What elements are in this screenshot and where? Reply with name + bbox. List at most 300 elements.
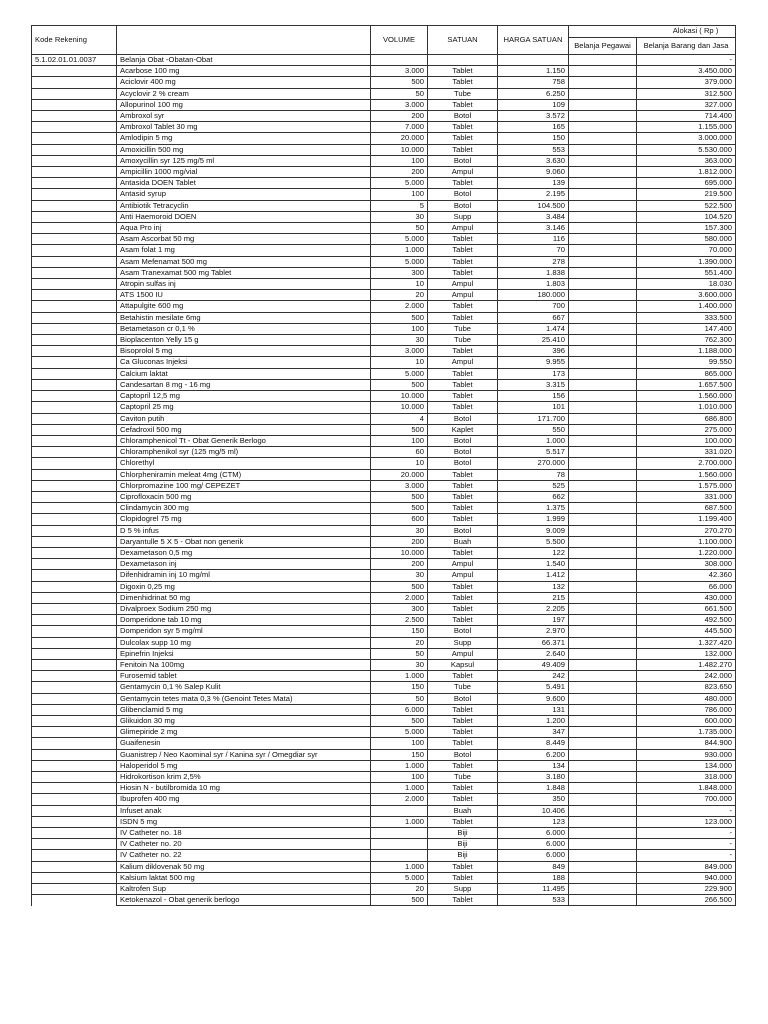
item-pegawai — [569, 256, 637, 267]
item-harga: 1.999 — [498, 514, 569, 525]
item-harga: 3.180 — [498, 772, 569, 783]
item-harga: 1.803 — [498, 279, 569, 290]
item-harga: 700 — [498, 301, 569, 312]
item-pegawai — [569, 357, 637, 368]
item-volume: 20 — [371, 884, 428, 895]
item-harga: 1.200 — [498, 715, 569, 726]
item-volume: 50 — [371, 223, 428, 234]
item-pegawai — [569, 727, 637, 738]
item-volume: 20.000 — [371, 469, 428, 480]
code-cell-empty — [32, 290, 117, 301]
item-pegawai — [569, 514, 637, 525]
item-satuan: Tablet — [428, 312, 498, 323]
item-pegawai — [569, 693, 637, 704]
table-row — [32, 491, 736, 502]
item-name: Glikuidon 30 mg — [117, 715, 371, 726]
item-volume: 30 — [371, 659, 428, 670]
item-name: Chlorpromazine 100 mg/ CEPEZET — [117, 480, 371, 491]
item-satuan: Botol — [428, 458, 498, 469]
code-cell-empty — [32, 828, 117, 839]
table-row — [32, 178, 736, 189]
item-pegawai — [569, 447, 637, 458]
item-harga: 350 — [498, 794, 569, 805]
code-cell-empty — [32, 480, 117, 491]
code-cell-empty — [32, 267, 117, 278]
item-satuan: Tablet — [428, 346, 498, 357]
item-harga: 150 — [498, 133, 569, 144]
item-satuan: Tablet — [428, 402, 498, 413]
item-harga: 533 — [498, 895, 569, 906]
item-harga: 1.000 — [498, 435, 569, 446]
item-barang: 844.900 — [637, 738, 736, 749]
item-volume — [371, 850, 428, 861]
code-cell-empty — [32, 850, 117, 861]
item-name: Antasida DOEN Tablet — [117, 178, 371, 189]
item-satuan: Supp — [428, 637, 498, 648]
item-harga: 2.640 — [498, 648, 569, 659]
table-row — [32, 435, 736, 446]
item-satuan: Biji — [428, 828, 498, 839]
code-cell-empty — [32, 715, 117, 726]
code-cell-empty — [32, 872, 117, 883]
item-harga: 188 — [498, 872, 569, 883]
item-harga: 9.955 — [498, 357, 569, 368]
item-barang: 580.000 — [637, 234, 736, 245]
item-volume: 50 — [371, 693, 428, 704]
item-satuan: Botol — [428, 189, 498, 200]
item-satuan: Tablet — [428, 816, 498, 827]
item-harga: 2.205 — [498, 603, 569, 614]
item-harga: 5.491 — [498, 682, 569, 693]
item-pegawai — [569, 715, 637, 726]
item-pegawai — [569, 245, 637, 256]
item-harga: 347 — [498, 727, 569, 738]
item-pegawai — [569, 368, 637, 379]
item-satuan: Tablet — [428, 727, 498, 738]
item-barang: 333.500 — [637, 312, 736, 323]
item-volume: 30 — [371, 211, 428, 222]
table-row — [32, 267, 736, 278]
item-name: Calcium laktat — [117, 368, 371, 379]
table-row — [32, 805, 736, 816]
item-satuan: Tablet — [428, 592, 498, 603]
item-volume: 30 — [371, 570, 428, 581]
table-row — [32, 346, 736, 357]
item-name: Betahistin mesilate 6mg — [117, 312, 371, 323]
item-barang: 551.400 — [637, 267, 736, 278]
item-volume: 150 — [371, 749, 428, 760]
item-pegawai — [569, 133, 637, 144]
item-name: Dulcolax supp 10 mg — [117, 637, 371, 648]
item-pegawai — [569, 637, 637, 648]
item-harga: 8.449 — [498, 738, 569, 749]
item-name: Digoxin 0,25 mg — [117, 581, 371, 592]
item-satuan: Tablet — [428, 760, 498, 771]
item-name: Amlodipin 5 mg — [117, 133, 371, 144]
table-row — [32, 772, 736, 783]
code-cell-empty — [32, 671, 117, 682]
code-cell-empty — [32, 256, 117, 267]
item-harga: 165 — [498, 122, 569, 133]
belanja-barang-header: Belanja Barang dan Jasa — [637, 38, 736, 55]
item-volume: 2.000 — [371, 794, 428, 805]
item-pegawai — [569, 794, 637, 805]
item-pegawai — [569, 615, 637, 626]
table-row — [32, 301, 736, 312]
item-pegawai — [569, 704, 637, 715]
table-row — [32, 603, 736, 614]
item-barang: 331.020 — [637, 447, 736, 458]
item-volume: 500 — [371, 312, 428, 323]
item-pegawai — [569, 682, 637, 693]
code-cell-empty — [32, 816, 117, 827]
item-harga: 171.700 — [498, 413, 569, 424]
item-barang: 1.100.000 — [637, 536, 736, 547]
code-cell-empty — [32, 659, 117, 670]
item-volume: 2.000 — [371, 592, 428, 603]
item-volume: 5.000 — [371, 727, 428, 738]
item-satuan: Tablet — [428, 469, 498, 480]
item-name: Betametason cr 0,1 % — [117, 323, 371, 334]
item-volume: 500 — [371, 581, 428, 592]
item-volume: 10 — [371, 279, 428, 290]
item-harga: 553 — [498, 144, 569, 155]
table-row — [32, 615, 736, 626]
item-pegawai — [569, 884, 637, 895]
item-name: IV Catheter no. 18 — [117, 828, 371, 839]
item-barang: 42.360 — [637, 570, 736, 581]
item-harga: 180.000 — [498, 290, 569, 301]
item-volume: 5 — [371, 200, 428, 211]
item-barang: 3.600.000 — [637, 290, 736, 301]
item-barang: 100.000 — [637, 435, 736, 446]
item-volume: 100 — [371, 155, 428, 166]
item-name: Antibiotik Tetracyclin — [117, 200, 371, 211]
item-pegawai — [569, 480, 637, 491]
item-name: Dexametason inj — [117, 559, 371, 570]
item-barang: 70.000 — [637, 245, 736, 256]
table-row — [32, 279, 736, 290]
item-satuan: Tube — [428, 772, 498, 783]
item-satuan: Botol — [428, 435, 498, 446]
table-row — [32, 749, 736, 760]
table-row — [32, 704, 736, 715]
item-satuan: Tablet — [428, 368, 498, 379]
item-barang: 379.000 — [637, 77, 736, 88]
item-satuan: Botol — [428, 111, 498, 122]
code-cell-empty — [32, 66, 117, 77]
code-cell-empty — [32, 346, 117, 357]
item-pegawai — [569, 570, 637, 581]
item-volume: 100 — [371, 738, 428, 749]
item-harga: 6.200 — [498, 749, 569, 760]
item-harga: 6.000 — [498, 839, 569, 850]
item-satuan: Tablet — [428, 480, 498, 491]
item-name: Guaifenesin — [117, 738, 371, 749]
item-volume: 3.000 — [371, 99, 428, 110]
item-harga: 270.000 — [498, 458, 569, 469]
item-barang: 99.550 — [637, 357, 736, 368]
item-name: Fenitoin Na 100mg — [117, 659, 371, 670]
item-volume: 2.500 — [371, 615, 428, 626]
item-satuan: Tablet — [428, 256, 498, 267]
item-name: Hidrokortison krim 2,5% — [117, 772, 371, 783]
item-name: Aqua Pro inj — [117, 223, 371, 234]
item-pegawai — [569, 424, 637, 435]
item-name: IV Catheter no. 22 — [117, 850, 371, 861]
item-pegawai — [569, 335, 637, 346]
item-pegawai — [569, 155, 637, 166]
code-cell-empty — [32, 805, 117, 816]
item-barang: 266.500 — [637, 895, 736, 906]
table-row — [32, 144, 736, 155]
item-satuan: Ampul — [428, 223, 498, 234]
code-cell-empty — [32, 379, 117, 390]
item-volume: 30 — [371, 335, 428, 346]
item-volume: 5.000 — [371, 178, 428, 189]
table-row — [32, 256, 736, 267]
table-row — [32, 200, 736, 211]
table-row — [32, 122, 736, 133]
table-row — [32, 816, 736, 827]
item-name: Allopurinol 100 mg — [117, 99, 371, 110]
item-satuan: Botol — [428, 200, 498, 211]
item-pegawai — [569, 828, 637, 839]
item-volume: 200 — [371, 167, 428, 178]
item-name: Dexametason 0,5 mg — [117, 547, 371, 558]
item-barang: - — [637, 839, 736, 850]
item-name: Gentamycin tetes mata 0,3 % (Genoint Tetes Mata) — [117, 693, 371, 704]
item-name: Bisoprolol 5 mg — [117, 346, 371, 357]
item-pegawai — [569, 469, 637, 480]
code-cell-empty — [32, 77, 117, 88]
item-name: Glibenclamid 5 mg — [117, 704, 371, 715]
volume-header: VOLUME — [371, 26, 428, 55]
item-satuan: Tube — [428, 323, 498, 334]
item-name: Asam Ascorbat 50 mg — [117, 234, 371, 245]
code-cell-empty — [32, 491, 117, 502]
table-row — [32, 659, 736, 670]
item-barang: 786.000 — [637, 704, 736, 715]
code-cell-empty — [32, 525, 117, 536]
satuan-header: SATUAN — [428, 26, 498, 55]
table-row — [32, 828, 736, 839]
item-pegawai — [569, 267, 637, 278]
table-row — [32, 727, 736, 738]
table-row — [32, 312, 736, 323]
table-row — [32, 111, 736, 122]
item-harga: 215 — [498, 592, 569, 603]
item-volume: 1.000 — [371, 816, 428, 827]
table-row — [32, 547, 736, 558]
item-harga: 101 — [498, 402, 569, 413]
code-cell-empty — [32, 155, 117, 166]
item-harga: 123 — [498, 816, 569, 827]
item-pegawai — [569, 279, 637, 290]
table-row — [32, 368, 736, 379]
item-satuan: Buah — [428, 805, 498, 816]
item-name: ATS 1500 IU — [117, 290, 371, 301]
item-harga: 550 — [498, 424, 569, 435]
item-satuan: Tablet — [428, 99, 498, 110]
item-barang: 134.000 — [637, 760, 736, 771]
item-barang: 661.500 — [637, 603, 736, 614]
item-barang: 1.657.500 — [637, 379, 736, 390]
item-barang: 492.500 — [637, 615, 736, 626]
item-barang: 318.000 — [637, 772, 736, 783]
item-barang: 762.300 — [637, 335, 736, 346]
item-satuan: Tablet — [428, 178, 498, 189]
code-cell-empty — [32, 637, 117, 648]
item-harga: 3.315 — [498, 379, 569, 390]
item-satuan: Botol — [428, 626, 498, 637]
table-row — [32, 413, 736, 424]
item-volume: 4 — [371, 413, 428, 424]
header-row — [32, 26, 736, 38]
item-name: Amoxycillin syr 125 mg/5 ml — [117, 155, 371, 166]
item-volume: 1.000 — [371, 760, 428, 771]
code-cell-empty — [32, 603, 117, 614]
code-cell-empty — [32, 514, 117, 525]
table-row — [32, 525, 736, 536]
item-barang: 123.000 — [637, 816, 736, 827]
item-harga: 132 — [498, 581, 569, 592]
item-barang: 1.155.000 — [637, 122, 736, 133]
item-name: Captopril 12,5 mg — [117, 391, 371, 402]
item-barang: 849.000 — [637, 861, 736, 872]
item-barang: 331.000 — [637, 491, 736, 502]
item-satuan: Botol — [428, 413, 498, 424]
code-cell-empty — [32, 749, 117, 760]
item-barang: 363.000 — [637, 155, 736, 166]
item-volume: 500 — [371, 895, 428, 906]
item-barang: 242.000 — [637, 671, 736, 682]
item-barang: 1.482.270 — [637, 659, 736, 670]
item-pegawai — [569, 189, 637, 200]
item-name: ISDN 5 mg — [117, 816, 371, 827]
item-barang: - — [637, 805, 736, 816]
item-barang: - — [637, 850, 736, 861]
item-pegawai — [569, 167, 637, 178]
table-row — [32, 88, 736, 99]
item-pegawai — [569, 559, 637, 570]
item-barang: 687.500 — [637, 503, 736, 514]
item-name: Kalsium laktat 500 mg — [117, 872, 371, 883]
item-barang: 686.800 — [637, 413, 736, 424]
item-harga: 6.000 — [498, 828, 569, 839]
item-pegawai — [569, 671, 637, 682]
item-barang: 1.575.000 — [637, 480, 736, 491]
item-name: Ciprofloxacin 500 mg — [117, 491, 371, 502]
item-barang: 445.500 — [637, 626, 736, 637]
item-harga: 1.474 — [498, 323, 569, 334]
code-cell-empty — [32, 435, 117, 446]
item-name: Ambroxol syr — [117, 111, 371, 122]
table-row — [32, 760, 736, 771]
item-barang: 940.000 — [637, 872, 736, 883]
item-satuan: Kaplet — [428, 424, 498, 435]
item-satuan: Tablet — [428, 671, 498, 682]
item-pegawai — [569, 402, 637, 413]
item-pegawai — [569, 581, 637, 592]
item-harga: 66.371 — [498, 637, 569, 648]
item-barang: 865.000 — [637, 368, 736, 379]
item-satuan: Tablet — [428, 603, 498, 614]
item-volume: 600 — [371, 514, 428, 525]
code-cell-empty — [32, 447, 117, 458]
item-harga: 1.838 — [498, 267, 569, 278]
item-name: Attapulgite 600 mg — [117, 301, 371, 312]
item-name: Guanistrep / Neo Kaominal syr / Kanina syr / Omegdiar syr — [117, 749, 371, 760]
code-cell-empty — [32, 727, 117, 738]
item-volume: 300 — [371, 603, 428, 614]
item-volume: 150 — [371, 682, 428, 693]
item-volume: 7.000 — [371, 122, 428, 133]
item-satuan: Ampul — [428, 559, 498, 570]
item-pegawai — [569, 805, 637, 816]
table-row — [32, 626, 736, 637]
code-cell-empty — [32, 234, 117, 245]
item-name: Gentamycin 0,1 % Salep Kulit — [117, 682, 371, 693]
item-volume: 20 — [371, 290, 428, 301]
item-satuan: Biji — [428, 850, 498, 861]
item-pegawai — [569, 872, 637, 883]
item-barang: 132.000 — [637, 648, 736, 659]
code-cell-empty — [32, 335, 117, 346]
table-row — [32, 77, 736, 88]
table-row — [32, 592, 736, 603]
item-satuan: Tablet — [428, 615, 498, 626]
item-harga: 122 — [498, 547, 569, 558]
code-cell-empty — [32, 559, 117, 570]
item-volume: 50 — [371, 88, 428, 99]
item-volume: 500 — [371, 503, 428, 514]
item-barang: 1.327.420 — [637, 637, 736, 648]
table-row — [32, 637, 736, 648]
table-row — [32, 133, 736, 144]
item-volume: 1.000 — [371, 671, 428, 682]
table-row — [32, 480, 736, 491]
item-pegawai — [569, 626, 637, 637]
item-satuan: Tablet — [428, 503, 498, 514]
code-cell-empty — [32, 402, 117, 413]
item-harga: 2.195 — [498, 189, 569, 200]
table-row — [32, 861, 736, 872]
item-harga: 2.970 — [498, 626, 569, 637]
item-barang: 104.520 — [637, 211, 736, 222]
item-name: Ampicillin 1000 mg/vial — [117, 167, 371, 178]
item-harga: 849 — [498, 861, 569, 872]
code-cell-empty — [32, 178, 117, 189]
code-cell-empty — [32, 536, 117, 547]
code-cell-empty — [32, 424, 117, 435]
item-volume: 500 — [371, 715, 428, 726]
item-name: Asam folat 1 mg — [117, 245, 371, 256]
table-row — [32, 66, 736, 77]
item-volume: 500 — [371, 379, 428, 390]
item-satuan: Tablet — [428, 301, 498, 312]
table-row — [32, 323, 736, 334]
code-cell-empty — [32, 200, 117, 211]
item-pegawai — [569, 772, 637, 783]
item-volume: 200 — [371, 559, 428, 570]
item-volume: 2.000 — [371, 301, 428, 312]
item-name: Ca Gluconas Injeksi — [117, 357, 371, 368]
item-harga: 49.409 — [498, 659, 569, 670]
item-harga: 242 — [498, 671, 569, 682]
item-satuan: Tablet — [428, 895, 498, 906]
item-volume: 500 — [371, 491, 428, 502]
